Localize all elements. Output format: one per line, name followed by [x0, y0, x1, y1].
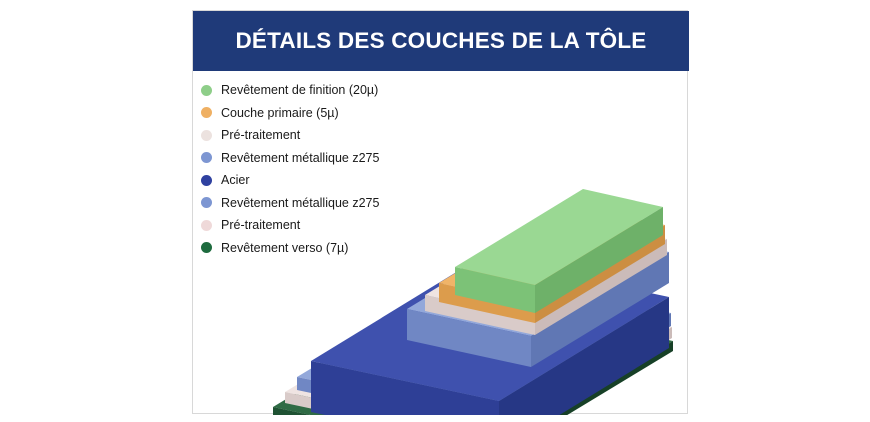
panel-title-bar [193, 11, 689, 71]
legend-item-label: Revêtement métallique z275 [221, 195, 380, 210]
legend-item-label: Revêtement métallique z275 [221, 150, 380, 165]
diagram-panel [192, 10, 688, 414]
legend-item-label: Pré-traitement [221, 128, 301, 142]
layers-3d-svg [193, 71, 689, 415]
layers-3d-stack [193, 71, 689, 415]
legend-item-label: Revêtement de finition (20µ) [221, 83, 379, 97]
page-title: DÉTAILS DES COUCHES DE LA TÔLE [235, 28, 647, 53]
legend-item-label: Revêtement verso (7µ) [221, 240, 349, 255]
legend-item-label: Couche primaire (5µ) [221, 105, 339, 120]
legend-item-label: Pré-traitement [221, 218, 301, 232]
legend-item-label: Acier [221, 173, 250, 187]
